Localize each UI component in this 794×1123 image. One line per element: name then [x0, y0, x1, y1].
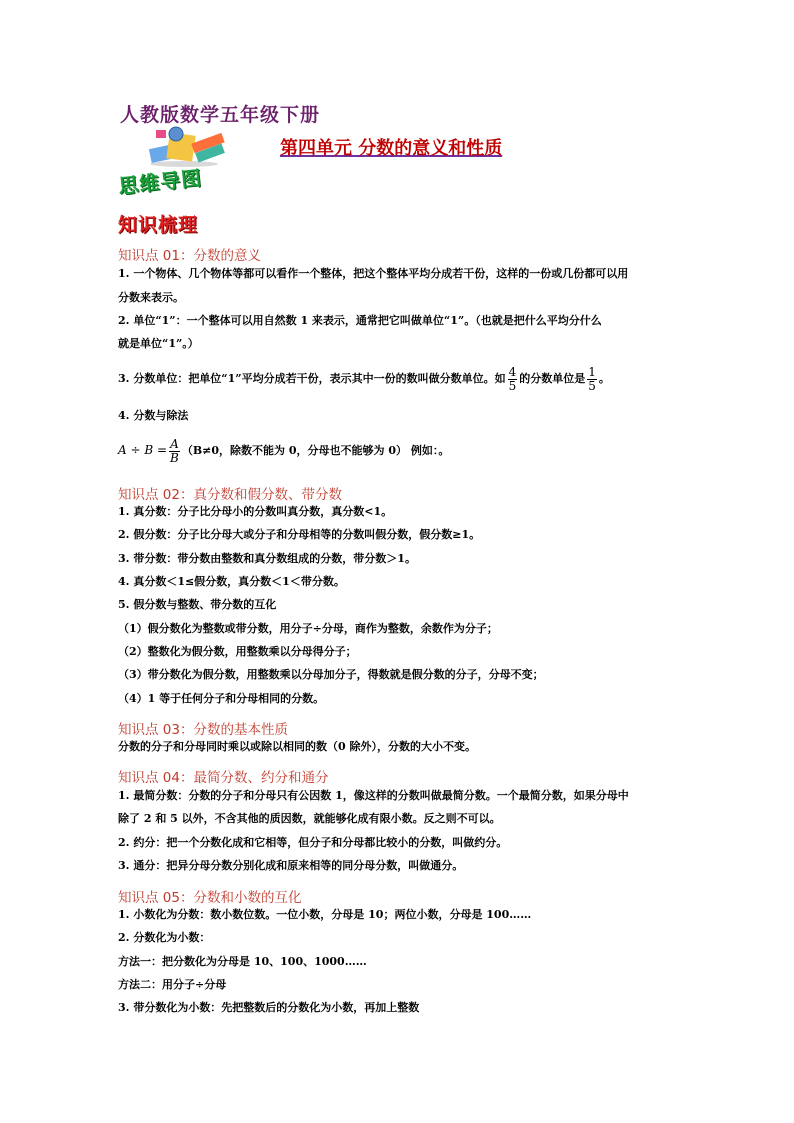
unit-title: 第四单元 分数的意义和性质 [280, 138, 503, 159]
kp1-line3-text-b: 的分数单位是 [519, 372, 586, 385]
kp2-sub1: （1）假分数化为整数或带分数，用分子÷分母，商作为整数，余数作为分子； [118, 622, 498, 635]
kp4-line1b: 除了 2 和 5 以外，不含其他的质因数，就能够化成有限小数。反之则不可以。 [118, 812, 501, 825]
kp1-formula-line [118, 431, 678, 470]
fraction-denominator: 5 [508, 378, 517, 393]
kp4-line3: 3. 通分：把异分母分数分别化成和原来相等的同分母分数，叫做通分。 [118, 859, 464, 872]
kp2-line4: 4. 真分数＜1≤假分数，真分数＜1＜带分数。 [118, 575, 345, 588]
fraction-denominator: B [170, 450, 179, 465]
kp1-line1: 1. 一个物体、几个物体等都可以看作一个整体，把这个整体平均分成若干份，这样的一份或几份都可以用 [118, 267, 629, 280]
fraction-four-fifths [508, 366, 518, 393]
kp2-line1: 1. 真分数：分子比分母小的分数叫真分数，真分数<1。 [118, 505, 393, 518]
knowledge-sort-label: 知识梳理 [118, 214, 199, 236]
division-formula-lhs: A ÷ B = [118, 443, 168, 457]
kp2-line5: 5. 假分数与整数、带分数的互化 [118, 598, 277, 611]
book-title: 人教版数学五年级下册 [120, 104, 321, 126]
formula-fraction [169, 438, 180, 465]
kp4-line1: 1. 最简分数：分数的分子和分母只有公因数 1，像这样的分数叫做最简分数。一个最简分数，如果分母中 [118, 789, 629, 802]
kp5-line3: 3. 带分数化为小数：先把整数后的分数化为小数，再加上整数 [118, 1001, 420, 1014]
formula-note: （B≠0，除数不能为 0，分母也不能够为 0） 例如：。 [181, 444, 450, 457]
kp1-line2: 2. 单位“1”：一个整体可以用自然数 1 来表示，通常把它叫做单位“1”。（也就是把什么平均分什么 [118, 314, 602, 327]
fraction-numerator: A [170, 436, 179, 451]
kp5-line1: 1. 小数化为分数：数小数位数。一位小数，分母是 10；两位小数，分母是 100…… [118, 908, 532, 921]
kp5-method1: 方法一：把分数化为分母是 10、100、1000…… [118, 955, 367, 968]
kp5-line2: 2. 分数化为小数： [118, 931, 211, 944]
kp1-line3-text-a: 3. 分数单位：把单位“1”平均分成若干份，表示其中一份的数叫做分数单位。如 [118, 372, 506, 385]
fraction-numerator: 1 [588, 364, 596, 379]
fraction-one-fifth [587, 366, 597, 393]
kp1-line4: 4. 分数与除法 [118, 409, 189, 422]
kp5-title: 知识点 05：分数和小数的互化 [118, 890, 302, 906]
kp3-line1: 分数的分子和分母同时乘以或除以相同的数（0 除外），分数的大小不变。 [118, 740, 476, 753]
kp4-line2: 2. 约分：把一个分数化成和它相等，但分子和分母都比较小的分数，叫做约分。 [118, 836, 508, 849]
kp2-sub2: （2）整数化为假分数，用整数乘以分母得分子； [118, 645, 357, 658]
kp4-title: 知识点 04：最简分数、约分和通分 [118, 770, 329, 786]
kp2-title: 知识点 02：真分数和假分数、带分数 [118, 487, 342, 503]
kp2-sub3: （3）带分数化为假分数，用整数乘以分母加分子，得数就是假分数的分子，分母不变； [118, 668, 544, 681]
kp2-sub4: （4）1 等于任何分子和分母相同的分数。 [118, 692, 325, 705]
kp1-line2b: 就是单位“1”。） [118, 337, 199, 350]
fraction-denominator: 5 [588, 378, 596, 393]
kp1-line3 [118, 361, 678, 397]
kp1-title: 知识点 01：分数的意义 [118, 248, 261, 264]
mindmap-label: 思维导图 [117, 165, 204, 199]
kp1-line3-text-c: 。 [598, 372, 610, 385]
kp1-line1b: 分数来表示。 [118, 291, 184, 304]
kp3-title: 知识点 03：分数的基本性质 [118, 722, 288, 738]
kp2-line3: 3. 带分数：带分数由整数和真分数组成的分数，带分数＞1。 [118, 552, 416, 565]
books-illustration [146, 124, 230, 168]
fraction-numerator: 4 [508, 364, 517, 379]
kp2-line2: 2. 假分数：分子比分母大或分子和分母相等的分数叫假分数，假分数≥1。 [118, 528, 481, 541]
kp5-method2: 方法二：用分子÷分母 [118, 978, 227, 991]
